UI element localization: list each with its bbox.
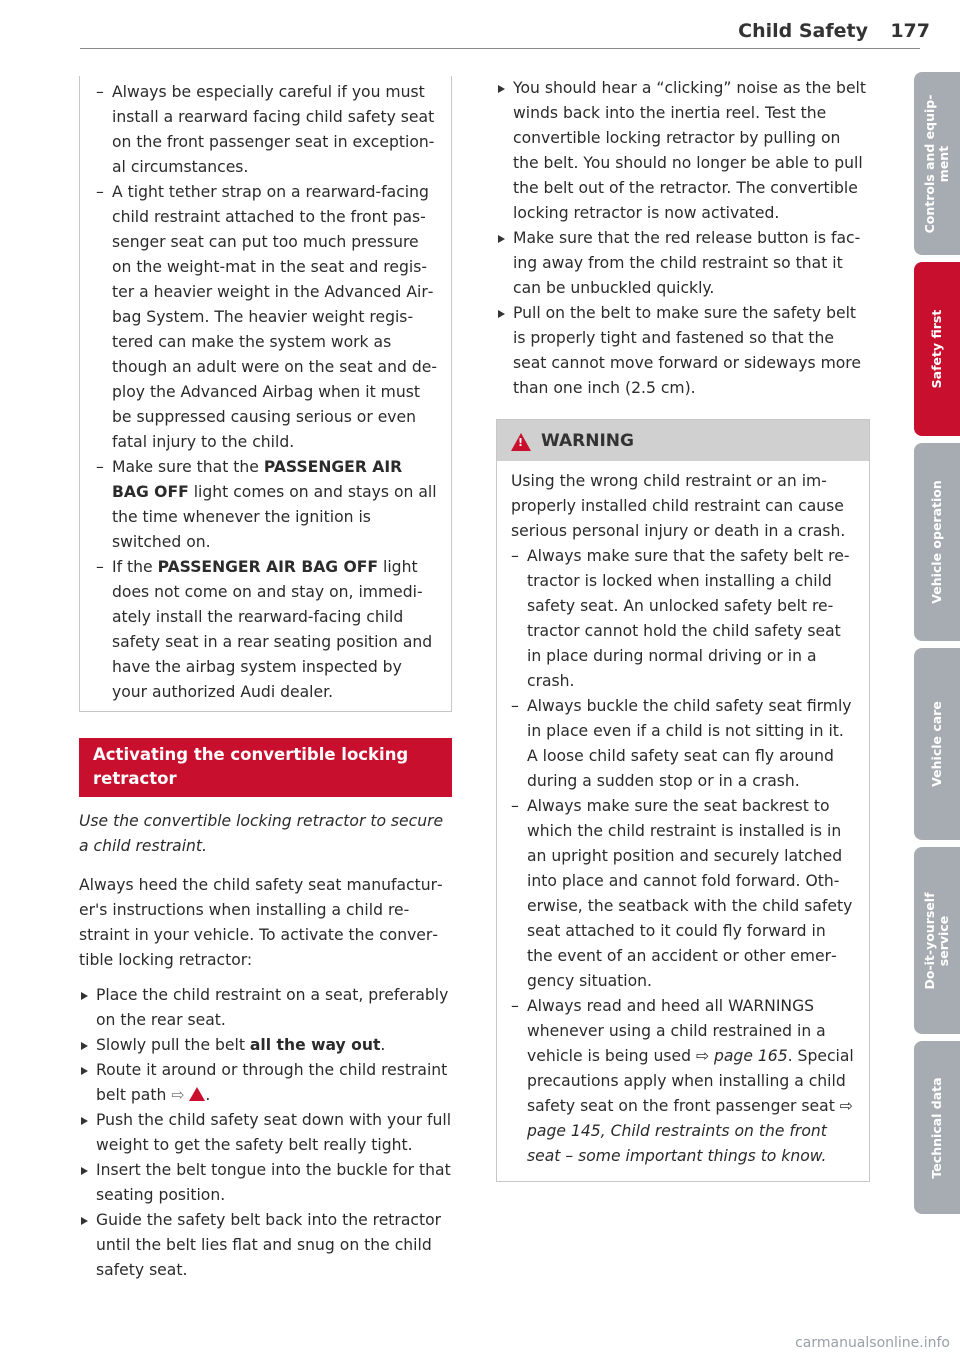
cross-reference-arrow: ⇨ [171,1086,185,1104]
left-column [79,76,452,1283]
tab-vehicle-operation[interactable]: Vehicle operation [914,443,960,641]
warning-item: – Always make sure the seat backrest to which the child restraint is installed is in an upright position and securely latched into place and cannot fold forward. Otherwise, the seatback with the child safety seat attached to it could fly forward in the event of an accident or other emergency situation. [511,794,855,994]
tab-vehicle-care[interactable]: Vehicle care [914,648,960,840]
warning-item: – If the PASSENGER AIR BAG OFF light does not come on and stay on, immediately install the rearward-facing child safety seat in a rear seating position and have the airbag system inspected by your authorized Audi dealer. [96,555,437,705]
step-item: Place the child restraint on a seat, preferably on the rear seat. [79,983,452,1033]
step-list [79,983,452,1283]
page-header-rule [80,48,920,49]
warning-triangle-icon [511,433,531,451]
step-item: Slowly pull the belt all the way out. [79,1033,452,1058]
footer-watermark: carmanualsonline.info [795,1335,950,1351]
warning-item: – Always read and heed all WARNINGS whenever using a child restrained in a vehicle is being used ⇨ page 165. Special precautions apply when installing a child safety seat on the front passenger seat ⇨ page 145, Child restraints on the front seat – some important things to know. [511,994,855,1169]
warning-item: – Always buckle the child safety seat firmly in place even if a child is not sitting in it. A loose child safety seat can fly around during a sudden stop or in a crash. [511,694,855,794]
chapter-tabs [914,72,960,1221]
warning-item: – Always make sure that the safety belt retractor is locked when installing a child safety seat. An unlocked safety belt retractor cannot hold the child safety seat in place during normal driving or in a crash. [511,544,855,694]
page-number: 177 [890,20,930,42]
warning-box [496,419,870,1182]
step-item: Push the child safety seat down with your full weight to get the safety belt really tight. [79,1108,452,1158]
step-item: You should hear a “clicking” noise as the belt winds back into the inertia reel. Test the convertible locking retractor by pulling on the belt. You should no longer be able to pull the belt out of the retractor. The convertible locking retractor is now activated. [496,76,870,226]
step-item: Insert the belt tongue into the buckle for that seating position. [79,1158,452,1208]
warning-title: WARNING [541,431,634,451]
tab-controls-and-equipment[interactable]: Controls and equip- ment [914,72,960,255]
warning-body [497,461,869,1181]
step-item: Make sure that the red release button is facing away from the child restraint so that it can be unbuckled quickly. [496,226,870,301]
warning-header [497,420,869,461]
right-column [496,76,870,1182]
step-item: Guide the safety belt back into the retractor until the belt lies flat and snug on the child safety seat. [79,1208,452,1283]
warning-item: – Make sure that the PASSENGER AIR BAG OFF light comes on and stays on all the time whenever the ignition is switched on. [96,455,437,555]
warning-intro: Using the wrong child restraint or an improperly installed child restraint can cause serious personal injury or death in a crash. [511,472,846,540]
section-intro: Use the convertible locking retractor to secure a child restraint. [79,812,444,855]
page-reference-link[interactable]: ⇨ page 165 [695,1047,788,1065]
warning-triangle-icon [189,1087,205,1101]
tab-do-it-yourself-service[interactable]: Do-it-yourself service [914,847,960,1034]
page-reference-link[interactable]: ⇨ page 145, Child restraints on the front seat – some important things to know. [527,1097,853,1165]
warning-item: – Always be especially careful if you must install a rearward facing child safety seat on the front passenger seat in exceptional circumstances. [96,80,437,180]
body-paragraph: Always heed the child safety seat manufacturer's instructions when installing a child restraint in your vehicle. To activate the convertible locking retractor: [79,876,443,969]
section-heading: Activating the convertible locking retractor [79,738,452,797]
warning-item: – A tight tether strap on a rearward-facing child restraint attached to the front passenger seat can put too much pressure on the weight-mat in the seat and register a heavier weight in the Advanced Airbag System. The heavier weight registered can make the system work as though an adult were on the seat and deploy the Advanced Airbag when it must be suppressed causing serious or even fatal injury to the child. [96,180,437,455]
tab-technical-data[interactable]: Technical data [914,1041,960,1214]
tab-safety-first[interactable]: Safety first [914,262,960,436]
warning-continuation-box [79,76,452,712]
step-item: Pull on the belt to make sure the safety belt is properly tight and fastened so that the seat cannot move forward or sideways more than one inch (2.5 cm). [496,301,870,401]
step-item: Route it around or through the child restraint belt path ⇨ . [79,1058,452,1108]
running-head-title: Child Safety [738,20,868,42]
